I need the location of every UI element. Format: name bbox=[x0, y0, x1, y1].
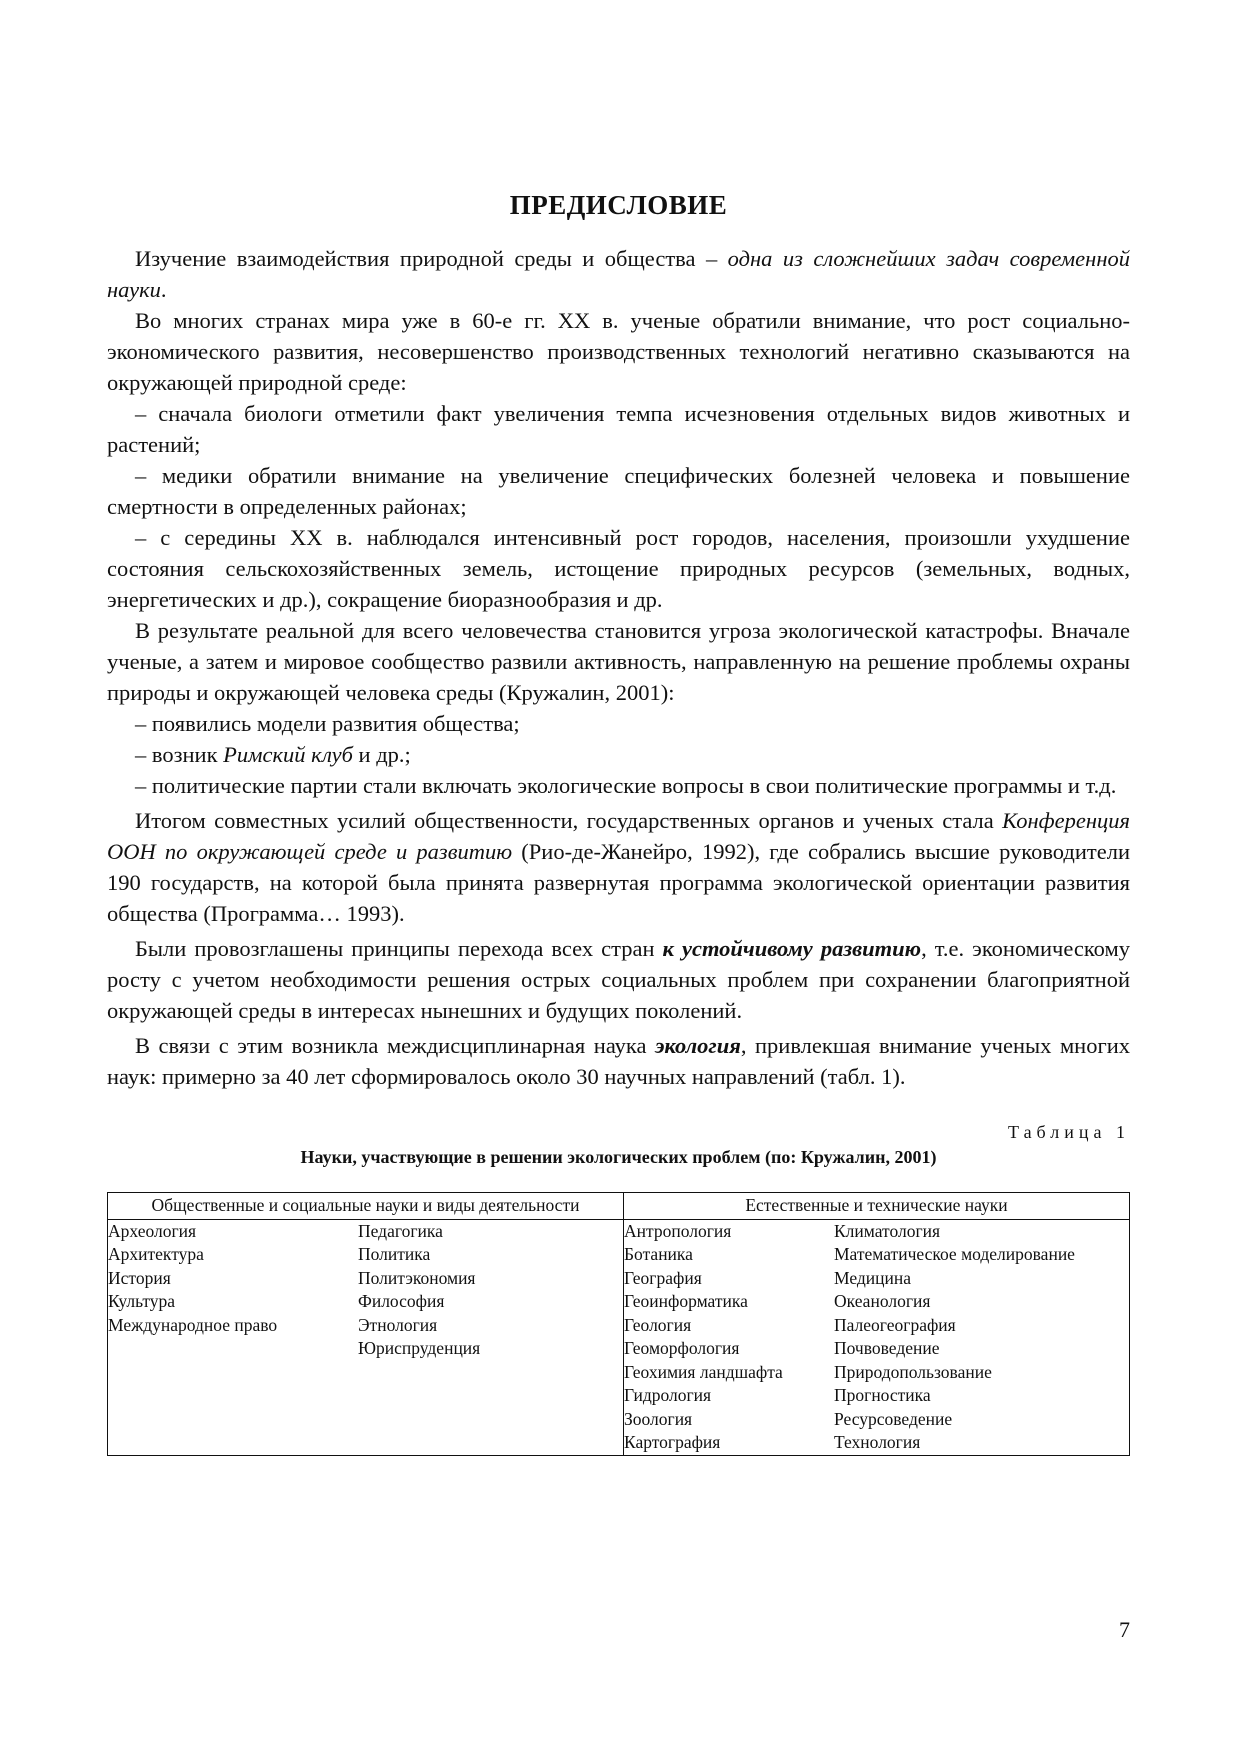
table-list-item: Геология bbox=[624, 1314, 692, 1335]
paragraph-intro bbox=[107, 243, 1130, 305]
text-run: . bbox=[160, 277, 167, 302]
text-run: (Рио-де-Жанейро, 1992), где собрались высшие руководители 190 государств, на которой была принята развернутая программа экологической ориентации развития общества (Программа… 1993). bbox=[107, 839, 1130, 926]
table-list-item: Этнология bbox=[358, 1314, 438, 1335]
text-run: – возник bbox=[135, 742, 224, 767]
table-list-item: Ботаника bbox=[624, 1244, 693, 1264]
table-list-item: Почвоведение bbox=[834, 1338, 940, 1358]
table-list-item: Антропология bbox=[624, 1220, 732, 1241]
table-list-item: Политэкономия bbox=[358, 1267, 476, 1288]
table-list-item: Археология bbox=[108, 1220, 197, 1241]
emphasis-text: Конференция ООН по окружающей среде и развитию bbox=[107, 808, 1130, 864]
table-list-item: Природопользование bbox=[834, 1361, 992, 1382]
natural-list-b bbox=[834, 1220, 1075, 1455]
paragraph-catastrophe: В результате реальной для всего человечества становится угроза экологической катастрофы. Вначале ученые, а затем и мировое сообщество развили активность, направленную на решение проблемы охраны природы и окружающей человека среды (Кружалин, 2001): bbox=[107, 618, 1130, 705]
text-run: Были провозглашены принципы перехода всех стран bbox=[135, 936, 663, 961]
table-number: Таблица 1 bbox=[1008, 1122, 1130, 1142]
table-list-item: Политика bbox=[358, 1244, 431, 1264]
header-social: Общественные и социальные науки и виды деятельности bbox=[108, 1193, 624, 1220]
text-run: Итогом совместных усилий общественности, государственных органов и ученых стала bbox=[135, 808, 1003, 833]
table-list-item: Зоология bbox=[624, 1408, 693, 1429]
table-list-item: Океанология bbox=[834, 1291, 931, 1311]
text-run: Изучение взаимодействия природной среды и общества – bbox=[135, 246, 728, 271]
table-list-item: Гидрология bbox=[624, 1385, 712, 1405]
table-list-item: Международное право bbox=[108, 1314, 278, 1335]
table-list-item: Культура bbox=[108, 1291, 176, 1311]
table-header-row bbox=[108, 1193, 1130, 1220]
paragraph-ecology bbox=[107, 1030, 1130, 1092]
table-list-item: Технология bbox=[834, 1432, 921, 1452]
natural-list-a bbox=[624, 1220, 834, 1455]
page-number: 7 bbox=[1119, 1617, 1130, 1642]
paragraph-models: – появились модели развития общества; bbox=[135, 711, 520, 736]
social-list-b bbox=[358, 1220, 480, 1361]
table-caption: Науки, участвующие в решении экологических проблем (по: Кружалин, 2001) bbox=[300, 1147, 937, 1167]
paragraph-rome-club bbox=[107, 739, 1130, 770]
table-list-item: Математическое моделирование bbox=[834, 1244, 1075, 1264]
table-list-item: Картография bbox=[624, 1432, 721, 1452]
table-list-item: Палеогеография bbox=[834, 1314, 956, 1335]
page-content bbox=[107, 190, 1130, 1456]
table-list-item: Геоморфология bbox=[624, 1338, 740, 1358]
emphasis-text: одна из сложнейших задач современной науки bbox=[107, 246, 1130, 302]
natural-columns bbox=[624, 1220, 1129, 1455]
text-run: , т.е. экономическому росту с учетом необходимости решения острых социальных проблем при сохранении благоприятной окружающей среды в интересах нынешних и будущих поколений. bbox=[107, 936, 1130, 1023]
sciences-table bbox=[107, 1192, 1130, 1456]
social-list-a bbox=[108, 1220, 358, 1361]
paragraph-parties: – политические партии стали включать экологические вопросы в свои политические программы и т.д. bbox=[135, 773, 1117, 798]
table-body-row bbox=[108, 1219, 1130, 1455]
table-list-item: Философия bbox=[358, 1291, 445, 1311]
page-title: ПРЕДИСЛОВИЕ bbox=[509, 190, 728, 220]
social-columns bbox=[108, 1220, 623, 1361]
social-sciences-cell bbox=[108, 1219, 624, 1455]
table-list-item: История bbox=[108, 1267, 171, 1288]
bold-emphasis-text: к устойчивому развитию bbox=[662, 936, 922, 961]
header-natural: Естественные и технические науки bbox=[624, 1193, 1130, 1220]
table-list-item: Прогностика bbox=[834, 1385, 931, 1405]
text-run: В связи с этим возникла междисциплинарная наука bbox=[135, 1033, 656, 1058]
text-run: , привлекшая внимание ученых многих наук: примерно за 40 лет сформировалось около 30 научных направлений (табл. 1). bbox=[107, 1033, 1130, 1089]
table-list-item: Климатология bbox=[834, 1220, 941, 1241]
table-list-item: Юриспруденция bbox=[358, 1338, 481, 1358]
paragraph-cities: – с середины XX в. наблюдался интенсивный рост городов, населения, произошли ухудшение состояния сельскохозяйственных земель, истощение природных ресурсов (земельных, водных, энергетических и др.), сокращение биоразнообразия и др. bbox=[107, 525, 1130, 612]
emphasis-text: Римский клуб bbox=[223, 742, 353, 767]
paragraph-sustainable bbox=[107, 933, 1130, 1026]
natural-sciences-cell bbox=[624, 1219, 1130, 1455]
table-list-item: Геоинформатика bbox=[624, 1291, 748, 1311]
table-list-item: География bbox=[624, 1267, 702, 1288]
paragraph-conference bbox=[107, 805, 1130, 929]
table-list-item: Педагогика bbox=[358, 1220, 443, 1241]
table-list-item: Ресурсоведение bbox=[834, 1408, 953, 1429]
text-run: и др.; bbox=[352, 742, 411, 767]
table-list-item: Геохимия ландшафта bbox=[624, 1361, 783, 1382]
paragraph-biologists: – сначала биологи отметили факт увеличения темпа исчезновения отдельных видов животных и растений; bbox=[107, 401, 1130, 457]
paragraph-medics: – медики обратили внимание на увеличение специфических болезней человека и повышение смертности в определенных районах; bbox=[107, 463, 1130, 519]
table-list-item: Медицина bbox=[834, 1267, 911, 1288]
table-list-item: Архитектура bbox=[108, 1244, 204, 1264]
paragraph-60s: Во многих странах мира уже в 60-е гг. XX в. ученые обратили внимание, что рост социально-экономического развития, несовершенство производственных технологий негативно сказываются на окружающей природной среде: bbox=[107, 308, 1130, 395]
bold-emphasis-text: экология bbox=[655, 1033, 741, 1058]
